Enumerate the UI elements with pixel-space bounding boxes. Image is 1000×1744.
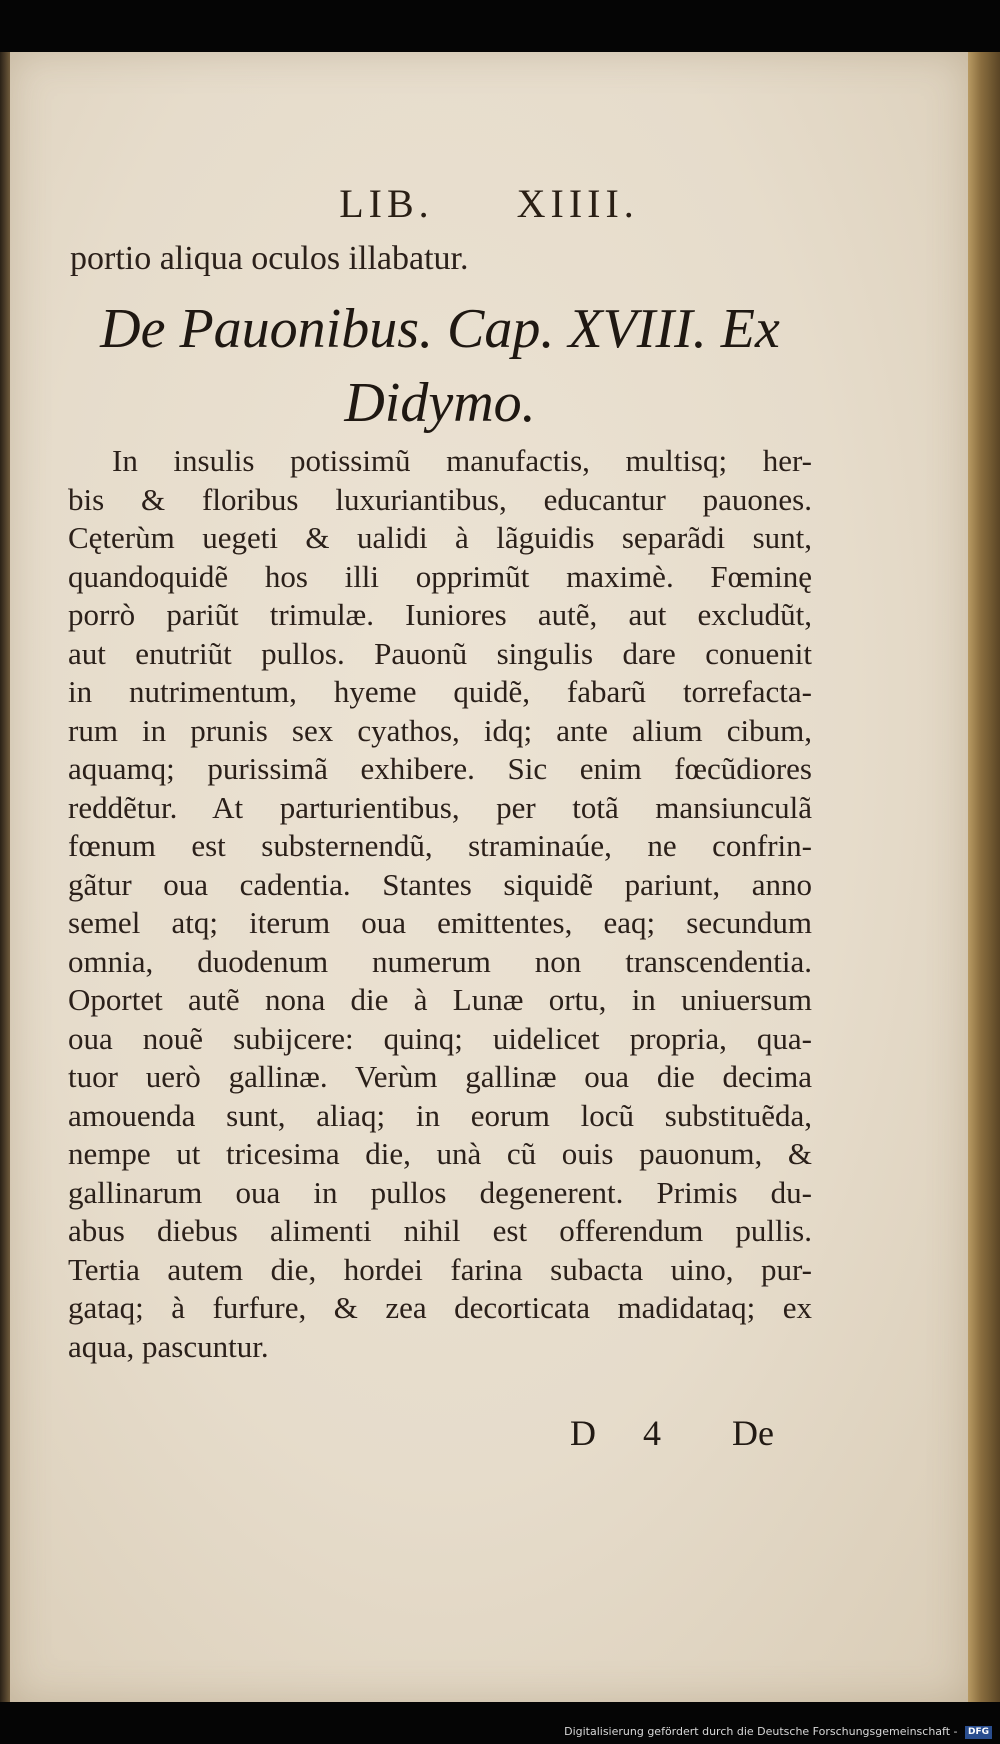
body-line: gataq; à furfure, & zea decorticata madidataq; ex [68, 1290, 812, 1325]
body-line: abus diebus alimenti nihil est offerendum pullis. [68, 1213, 812, 1248]
page-fore-edge [968, 52, 1000, 1702]
body-line: gãtur oua cadentia. Stantes siquidẽ pariunt, anno [68, 866, 812, 902]
signature-line [570, 1412, 810, 1454]
body-line: aquamq; purissimã exhibere. Sic enim fœcũdiores [68, 751, 812, 786]
running-head [10, 180, 968, 227]
body-line: gallinarum oua in pullos degenerent. Primis du- [68, 1174, 812, 1210]
running-head-number: XIIII. [516, 181, 639, 226]
body-line: bis & floribus luxuriantibus, educantur pauones. [68, 481, 812, 517]
body-line: omnia, duodenum numerum non transcendentia. [68, 943, 812, 979]
signature-number: 4 [643, 1413, 661, 1453]
body-line: Tertia autem die, hordei farina subacta uino, pur- [68, 1251, 812, 1287]
catchword: De [732, 1413, 774, 1453]
digitization-credit [564, 1725, 992, 1739]
body-line: reddẽtur. At parturientibus, per totã mansiunculã [68, 789, 812, 825]
carry-over-line: portio aliqua oculos illabatur. [70, 240, 469, 277]
body-line: Oportet autẽ nona die à Lunæ ortu, in uniuersum [68, 982, 812, 1017]
book-page [10, 52, 968, 1702]
body-line: semel atq; iterum oua emittentes, eaq; secundum [68, 905, 812, 940]
dfg-logo: DFG [965, 1726, 992, 1739]
chapter-heading-line-1: De Pauonibus. Cap. XVIII. Ex [100, 298, 780, 360]
body-line: Cęterùm uegeti & ualidi à lãguidis separãdi sunt, [68, 520, 812, 555]
page-gutter-shadow [0, 52, 10, 1702]
body-line: amouenda sunt, aliaq; in eorum locũ substituẽda, [68, 1097, 812, 1133]
signature-mark: D [570, 1413, 596, 1453]
body-line: aut enutriũt pullos. Pauonũ singulis dare conuenit [68, 635, 812, 671]
body-line: in nutrimentum, hyeme quidẽ, fabarũ torrefacta- [68, 674, 812, 709]
body-line: oua nouẽ subijcere: quinq; uidelicet propria, qua- [68, 1020, 812, 1056]
body-text [68, 442, 812, 1366]
chapter-heading-line-2: Didymo. [344, 372, 536, 434]
digitization-credit-text: Digitalisierung gefördert durch die Deutsche Forschungsgemeinschaft - [564, 1725, 958, 1738]
body-line: rum in prunis sex cyathos, idq; ante alium cibum, [68, 712, 812, 748]
body-line: In insulis potissimũ manufactis, multisq; her- [112, 443, 812, 478]
body-line: nempe ut tricesima die, unà cũ ouis pauonum, & [68, 1136, 812, 1171]
body-line: quandoquidẽ hos illi opprimũt maximè. Fœminę [68, 558, 812, 594]
running-head-book: LIB. [339, 181, 434, 226]
body-line: porrò pariũt trimulæ. Iuniores autẽ, aut excludũt, [68, 597, 812, 632]
body-line: fœnum est substernendũ, straminaúe, ne confrin- [68, 828, 812, 863]
body-line: tuor uerò gallinæ. Verùm gallinæ oua die decima [68, 1059, 812, 1094]
body-line: aqua, pascuntur. [68, 1328, 269, 1364]
chapter-heading [70, 292, 810, 440]
